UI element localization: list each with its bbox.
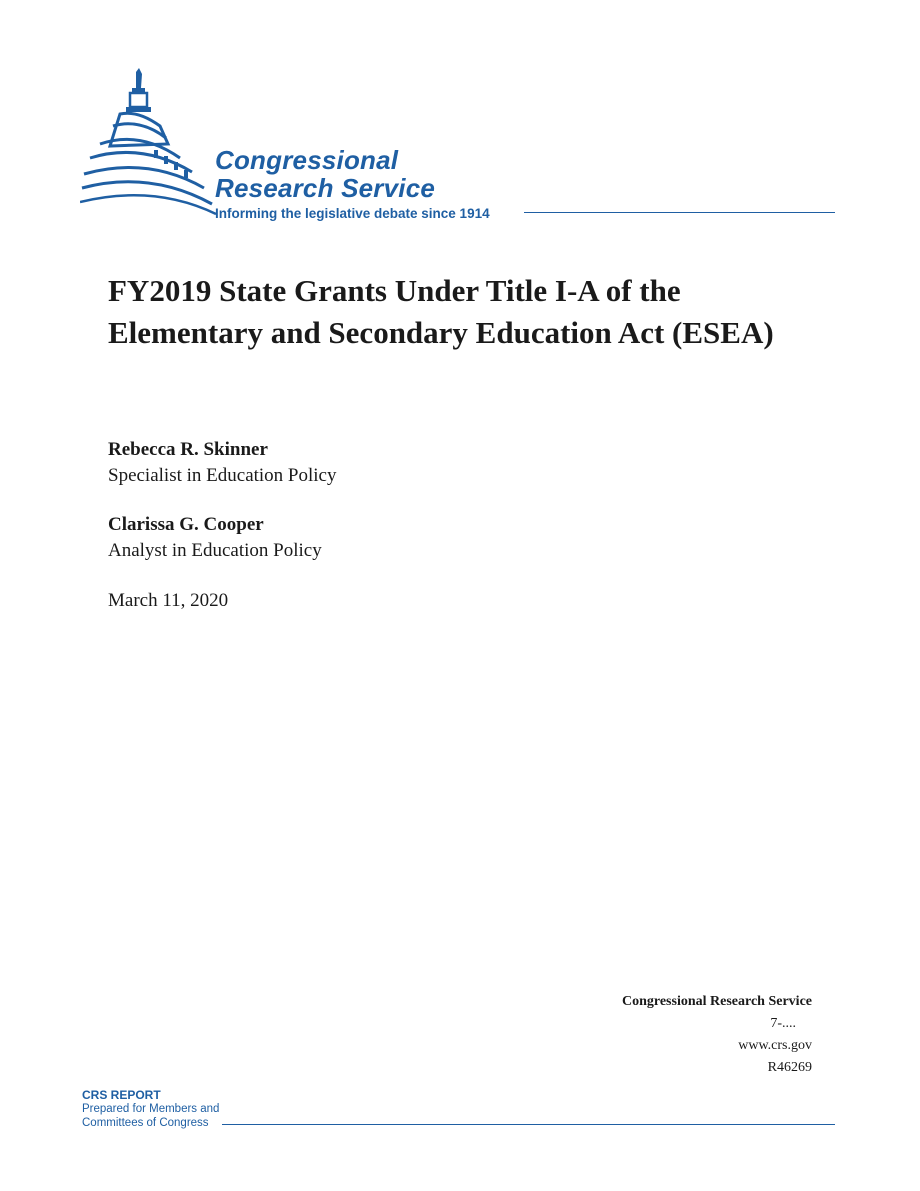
report-date: March 11, 2020	[108, 590, 229, 611]
publisher-info	[622, 991, 812, 1079]
publisher-name: Congressional Research Service	[621, 994, 812, 1009]
logo-wordmark	[215, 146, 490, 221]
footer-line: Prepared for Members and	[82, 1103, 220, 1115]
logo-tagline: Informing the legislative debate since 1914	[215, 206, 490, 221]
author-block	[108, 437, 337, 489]
author-name: Rebecca R. Skinner	[108, 439, 268, 460]
report-title: FY2019 State Grants Under Title I-A of the Elementary and Secondary Education Act (ESEA)	[108, 273, 774, 350]
author-role: Specialist in Education Policy	[108, 465, 337, 486]
publisher-code: 7-....	[770, 1016, 796, 1031]
footer-line: Committees of Congress	[82, 1117, 209, 1129]
author-name: Clarissa G. Cooper	[108, 514, 264, 535]
footer-divider	[222, 1124, 835, 1125]
logo-line-research-service: Research Service	[215, 173, 436, 203]
capitol-dome-icon	[80, 66, 220, 226]
publisher-website: www.crs.gov	[738, 1038, 812, 1053]
crs-report-footer	[82, 1088, 219, 1130]
logo-divider	[524, 212, 835, 213]
report-number: R46269	[767, 1060, 812, 1075]
logo-line-congressional: Congressional	[215, 145, 399, 175]
author-role: Analyst in Education Policy	[108, 540, 322, 561]
footer-label: CRS REPORT	[82, 1088, 161, 1102]
crs-logo	[80, 66, 840, 226]
author-block	[108, 512, 322, 564]
